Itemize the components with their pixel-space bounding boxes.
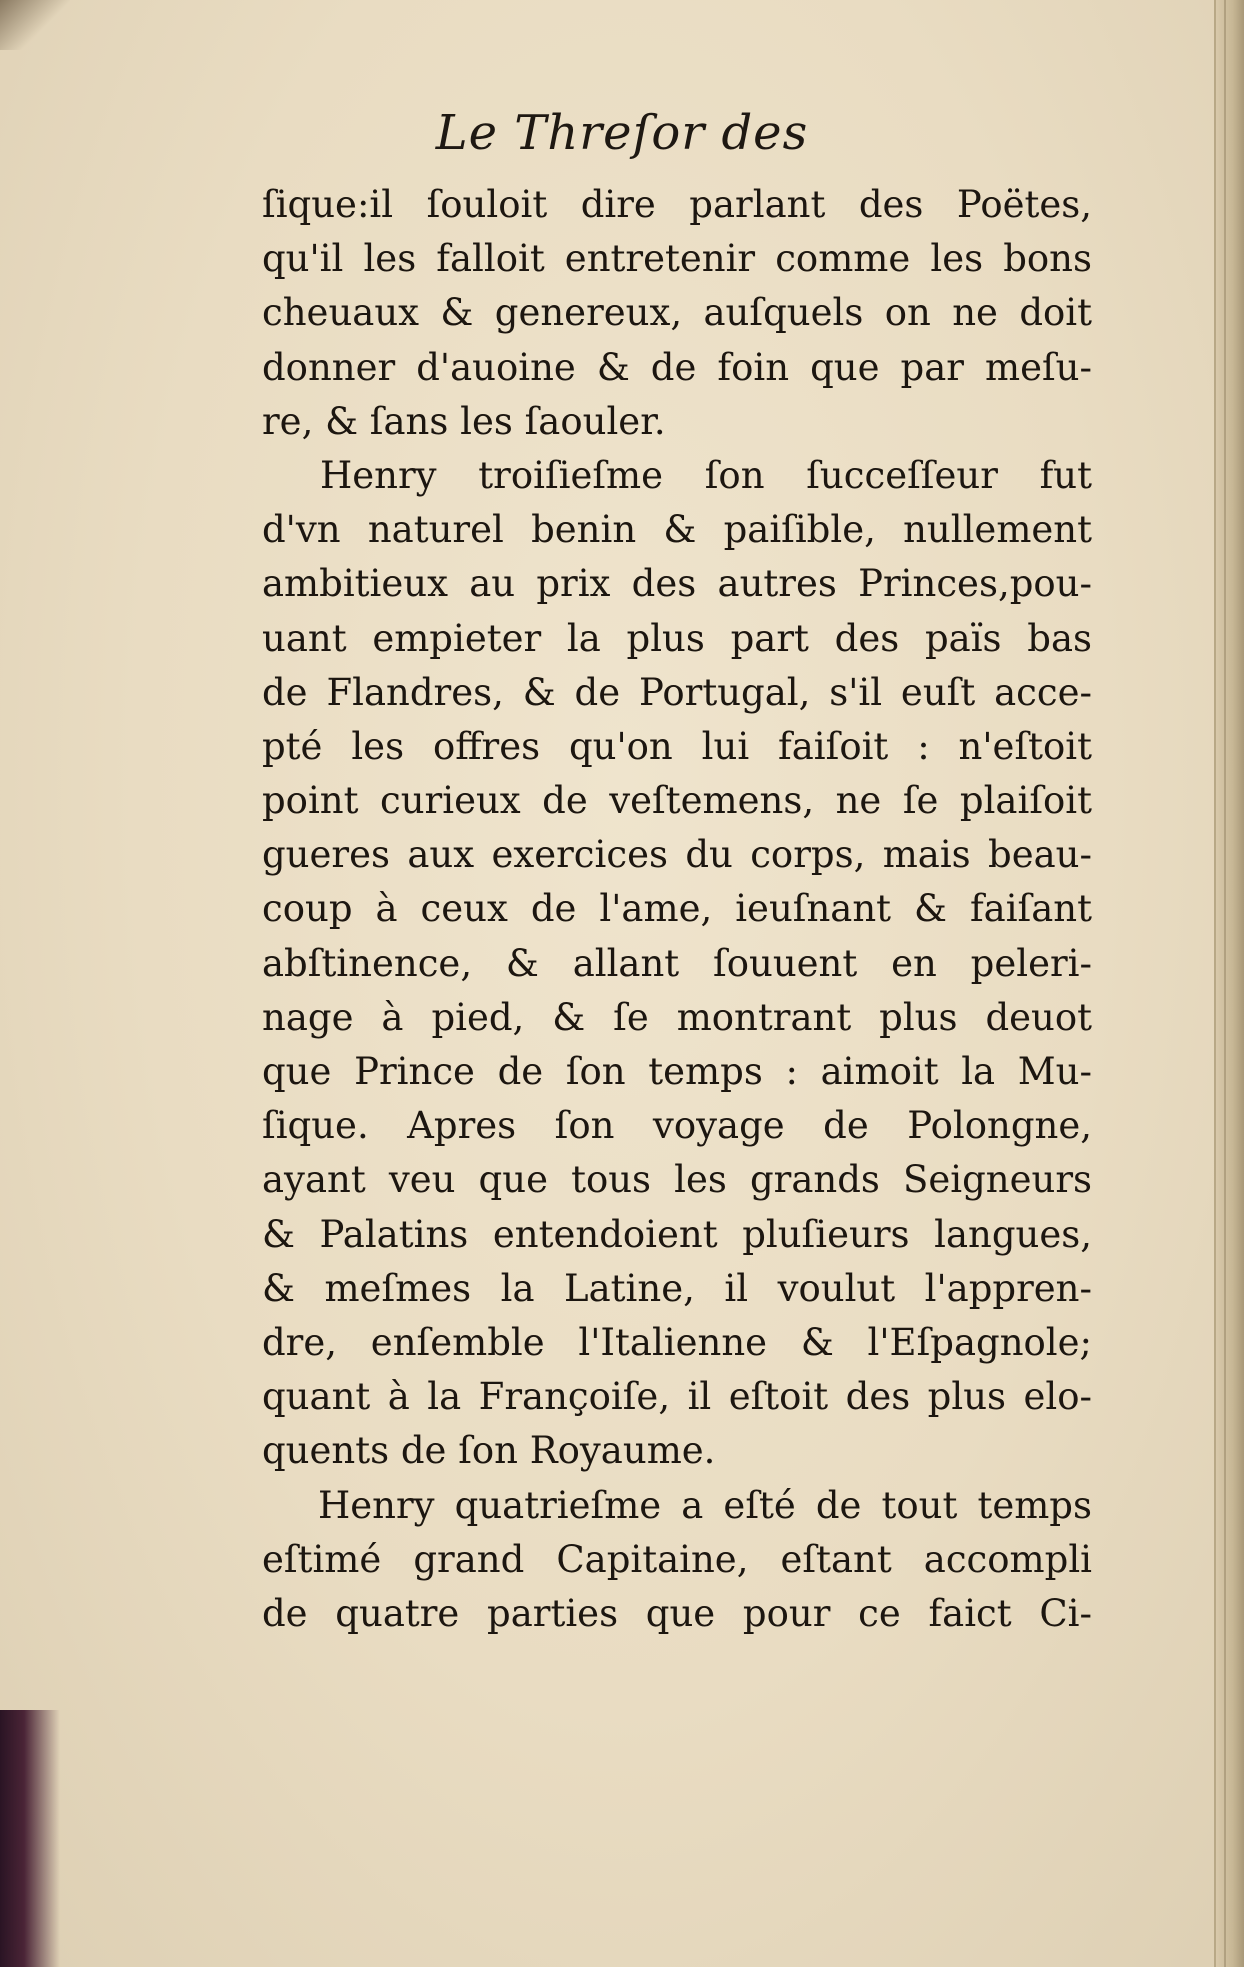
running-head: Le Threſor des [435,105,809,161]
text-line: dre, enſemble l'Italienne & l'Eſpagnole; [262,1320,1092,1364]
text-line: Henry quatrieſme a eſté de tout temps [318,1483,1092,1527]
text-line: nage à pied, & ſe montrant plus deuot [262,995,1092,1039]
text-line: ayant veu que tous les grands Seigneurs [262,1158,1092,1202]
text-line: que Prince de ſon temps : aimoit la Mu- [262,1050,1092,1093]
text-line: cheuaux & genereux, auſquels on ne doit [262,291,1092,335]
text-line: ambitieux au prix des autres Princes,pou- [262,562,1092,606]
text-line: point curieux de veſtemens, ne ſe plaiſoit [262,779,1092,823]
text-line: coup à ceux de l'ame, ieuſnant & faiſant [262,887,1092,931]
text-line: de Flandres, & de Portugal, s'il euſt acce- [262,670,1092,714]
text-line: pté les offres qu'on lui faiſoit : n'eſtoit [262,724,1092,768]
page-edge-line [1224,0,1226,1967]
text-line: uant empieter la plus part des païs bas [262,616,1092,660]
text-line: ſique. Apres ſon voyage de Polongne, [262,1104,1092,1148]
body-text [262,178,1092,1641]
binding-stain [0,1710,60,1967]
text-line: & Palatins entendoient pluſieurs langues, [262,1212,1092,1256]
text-line: quant à la Françoiſe, il eſtoit des plus elo- [262,1375,1092,1419]
page-corner-shadow [0,0,70,50]
text-line: re, & ſans les ſaouler. [262,399,666,443]
text-line: gueres aux exercices du corps, mais beau- [262,833,1092,877]
text-line: de quatre parties que pour ce faict Ci- [262,1591,1092,1635]
text-line: donner d'auoine & de foin que par meſu- [262,345,1092,389]
text-line: eſtimé grand Capitaine, eſtant accompli [262,1537,1092,1581]
text-line: d'vn naturel benin & paiſible, nullement [262,508,1092,552]
page-gutter-edge [1214,0,1244,1967]
text-line: abſtinence, & allant ſouuent en peleri- [262,941,1092,985]
text-line: & meſmes la Latine, il voulut l'appren- [262,1266,1092,1310]
text-line: ſique:il ſouloit dire parlant des Poëtes, [262,183,1092,226]
text-line: Henry troiſieſme ſon ſucceſſeur fut [320,453,1092,497]
text-line: qu'il les falloit entretenir comme les bons [262,237,1092,281]
text-line: quents de ſon Royaume. [262,1429,716,1473]
